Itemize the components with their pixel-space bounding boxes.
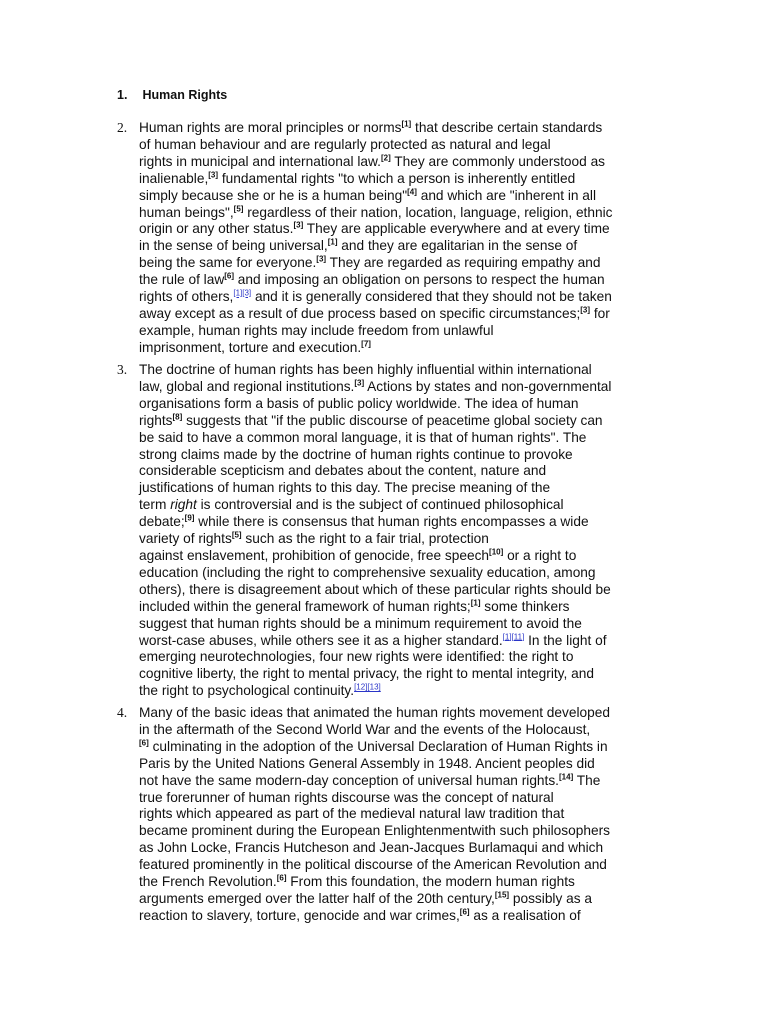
text-run: of human behaviour and are regularly protected as natural and legal xyxy=(139,136,551,152)
text-run: rights in municipal and international law. xyxy=(139,153,381,169)
text-run: rights which appeared as part of the medieval natural law tradition that xyxy=(139,806,565,822)
citation-ref: [14] xyxy=(559,772,574,782)
text-run: In the light of xyxy=(524,632,607,648)
text-run: Human rights are moral principles or norms xyxy=(139,120,402,135)
citation-link[interactable]: [12][13] xyxy=(354,682,381,692)
text-line xyxy=(139,221,677,238)
text-run: is controversial and is the subject of continued philosophical xyxy=(196,497,564,513)
citation-ref: [1] xyxy=(401,119,412,129)
text-line xyxy=(139,171,677,188)
text-run: suggests that "if the public discourse of peacetime global society can xyxy=(182,412,603,428)
text-run: against enslavement, prohibition of genocide, free speech xyxy=(139,547,490,563)
text-run: Many of the basic ideas that animated the human rights movement developed xyxy=(139,705,610,720)
text-run: not have the same modern-day conception of universal human rights. xyxy=(139,772,559,788)
text-run: education (including the right to comprehensive sexuality education, among xyxy=(139,564,596,580)
text-run: others), there is disagreement about which of these particular rights should be xyxy=(139,581,611,597)
text-run: They are applicable everywhere and at every time xyxy=(303,221,610,237)
text-line xyxy=(139,413,677,430)
text-run: justifications of human rights to this day. The precise meaning of the xyxy=(139,480,551,496)
text-run: term xyxy=(139,497,171,513)
text-line xyxy=(139,616,677,633)
text-run: arguments emerged over the latter half of the 20th century, xyxy=(139,890,495,906)
text-line xyxy=(139,806,677,823)
text-line xyxy=(139,272,677,289)
text-run: such as the right to a fair trial, protection xyxy=(241,531,489,547)
text-run: They are commonly understood as xyxy=(390,153,606,169)
citation-ref: [3] xyxy=(354,378,365,388)
heading-number: 1. xyxy=(117,88,128,102)
text-line xyxy=(139,396,677,413)
text-run: possibly as a xyxy=(509,890,592,906)
text-run: in the sense of being universal, xyxy=(139,238,328,254)
citation-link[interactable]: [1][11] xyxy=(502,631,525,641)
citation-ref: [7] xyxy=(361,339,371,349)
citation-ref: [3] xyxy=(293,220,304,230)
text-run: and imposing an obligation on persons to respect the human xyxy=(234,272,605,288)
list-item xyxy=(117,120,677,357)
text-run: and it is generally considered that they should not be taken xyxy=(251,289,612,305)
text-run: suggest that human rights should be a minimum requirement to avoid the xyxy=(139,615,582,631)
text-run: culminating in the adoption of the Universal Declaration of Human Rights in xyxy=(148,738,608,754)
text-run: origin or any other status. xyxy=(139,221,294,237)
text-run: included within the general framework of human rights; xyxy=(139,598,471,614)
text-line xyxy=(139,739,677,756)
text-run: the right to psychological continuity. xyxy=(139,683,355,699)
text-run: organisations form a basis of public policy worldwide. The idea of human xyxy=(139,395,579,411)
text-run: They are regarded as requiring empathy and xyxy=(326,255,601,271)
text-line xyxy=(139,430,677,447)
text-run: variety of rights xyxy=(139,531,232,547)
text-line xyxy=(139,722,677,739)
citation-ref: [8] xyxy=(172,412,183,422)
text-line xyxy=(139,480,677,497)
list-item-number: 2. xyxy=(117,120,128,135)
italic-term: right xyxy=(170,497,197,513)
text-run: Actions by states and non-governmental xyxy=(364,378,612,394)
citation-ref: [6] xyxy=(224,271,234,281)
text-line xyxy=(139,362,677,379)
text-run: as a realisation of xyxy=(469,907,581,923)
citation-ref: [1] xyxy=(470,598,481,608)
text-run: simply because she or he is a human being" xyxy=(139,187,408,203)
text-run: and they are egalitarian in the sense of xyxy=(337,238,578,254)
text-line xyxy=(139,238,677,255)
text-line xyxy=(139,137,677,154)
citation-ref: [1] xyxy=(327,237,338,247)
text-line xyxy=(139,908,677,925)
text-run: cognitive liberty, the right to mental privacy, the right to mental integrity, and xyxy=(139,666,594,682)
citation-ref: [3] xyxy=(208,170,219,180)
text-run: worst-case abuses, while others see it as a higher standard. xyxy=(139,632,503,648)
text-line xyxy=(139,306,677,323)
text-run: that describe certain standards xyxy=(411,120,603,135)
text-line xyxy=(139,790,677,807)
text-line xyxy=(139,497,677,514)
text-run: while there is consensus that human rights encompasses a wide xyxy=(194,514,589,530)
list-item-text xyxy=(139,705,677,925)
text-run: The doctrine of human rights has been highly influential within international xyxy=(139,362,592,377)
text-run: featured prominently in the political discourse of the American Revolution and xyxy=(139,857,607,873)
text-run: the French Revolution. xyxy=(139,874,277,890)
citation-ref: [9] xyxy=(184,513,195,523)
citation-ref: [5] xyxy=(233,203,244,213)
citation-ref: [6] xyxy=(459,907,470,917)
text-line xyxy=(139,857,677,874)
text-line xyxy=(139,683,677,700)
text-run: debate; xyxy=(139,514,185,530)
text-run: considerable scepticism and debates about the content, nature and xyxy=(139,463,547,479)
text-line xyxy=(139,447,677,464)
text-run: strong claims made by the doctrine of human rights continue to provoke xyxy=(139,446,573,462)
text-run: law, global and regional institutions. xyxy=(139,378,355,394)
list-item-number: 3. xyxy=(117,362,128,377)
citation-ref: [15] xyxy=(494,890,510,900)
text-run: true forerunner of human rights discourse was the concept of natural xyxy=(139,789,554,805)
section-heading xyxy=(117,88,227,102)
text-line xyxy=(139,154,677,171)
text-line xyxy=(139,289,677,306)
text-line xyxy=(139,548,677,565)
text-run: fundamental rights "to which a person is inherently entitled xyxy=(218,170,576,186)
text-run: inalienable, xyxy=(139,170,209,186)
text-line xyxy=(139,463,677,480)
list-item-text xyxy=(139,362,677,700)
text-line xyxy=(139,840,677,857)
text-run: human beings", xyxy=(139,204,234,220)
text-line xyxy=(139,120,677,137)
text-run: being the same for everyone. xyxy=(139,255,317,271)
text-run: for xyxy=(590,305,610,321)
text-run: be said to have a common moral language, it is that of human rights". The xyxy=(139,429,587,445)
text-line xyxy=(139,874,677,891)
citation-ref: [6] xyxy=(276,873,287,883)
text-run: as John Locke, Francis Hutcheson and Jean-Jacques Burlamaqui and which xyxy=(139,840,604,856)
text-line xyxy=(139,565,677,582)
text-line xyxy=(139,666,677,683)
list-item-number: 4. xyxy=(117,705,128,720)
text-run: The xyxy=(573,772,601,788)
text-run: or a right to xyxy=(503,547,577,563)
text-run: emerging neurotechnologies, four new rights were identified: the right to xyxy=(139,649,574,665)
citation-ref: [3] xyxy=(580,305,591,315)
citation-ref: [5] xyxy=(231,530,242,540)
text-run: became prominent during the European Enlightenmentwith such philosophers xyxy=(139,823,610,839)
text-line xyxy=(139,188,677,205)
text-run: in the aftermath of the Second World War and the events of the Holocaust, xyxy=(139,721,591,737)
list-item-text xyxy=(139,120,677,357)
text-run: and which are "inherent in all xyxy=(416,187,597,203)
citation-ref: [3] xyxy=(316,254,327,264)
text-line xyxy=(139,705,677,722)
citation-link[interactable]: [1][3] xyxy=(233,288,252,298)
text-run: the rule of law xyxy=(139,272,225,288)
text-line xyxy=(139,633,677,650)
text-line xyxy=(139,379,677,396)
citation-ref: [4] xyxy=(407,187,417,197)
text-line xyxy=(139,773,677,790)
text-line xyxy=(139,514,677,531)
list-item xyxy=(117,362,677,700)
text-run: away except as a result of due process based on specific circumstances; xyxy=(139,305,581,321)
text-line xyxy=(139,649,677,666)
text-line xyxy=(139,891,677,908)
text-line xyxy=(139,255,677,272)
text-run: regardless of their nation, location, language, religion, ethnic xyxy=(243,204,613,220)
text-run: example, human rights may include freedom from unlawful xyxy=(139,322,494,338)
text-line xyxy=(139,823,677,840)
list-item xyxy=(117,705,677,925)
text-run: reaction to slavery, torture, genocide and war crimes, xyxy=(139,907,460,923)
text-line xyxy=(139,205,677,222)
text-run: imprisonment, torture and execution. xyxy=(139,339,362,355)
text-run: rights xyxy=(139,412,173,428)
text-run: Paris by the United Nations General Assembly in 1948. Ancient peoples did xyxy=(139,755,595,771)
text-line xyxy=(139,756,677,773)
text-run: rights of others, xyxy=(139,289,234,305)
text-line xyxy=(139,531,677,548)
text-run: some thinkers xyxy=(480,598,570,614)
text-run: From this foundation, the modern human rights xyxy=(286,874,575,890)
text-line xyxy=(139,599,677,616)
citation-ref: [6] xyxy=(139,738,149,748)
text-line xyxy=(139,323,677,340)
text-line xyxy=(139,582,677,599)
citation-ref: [10] xyxy=(489,547,504,557)
text-line xyxy=(139,340,677,357)
heading-title: Human Rights xyxy=(142,88,228,102)
citation-ref: [2] xyxy=(380,153,391,163)
